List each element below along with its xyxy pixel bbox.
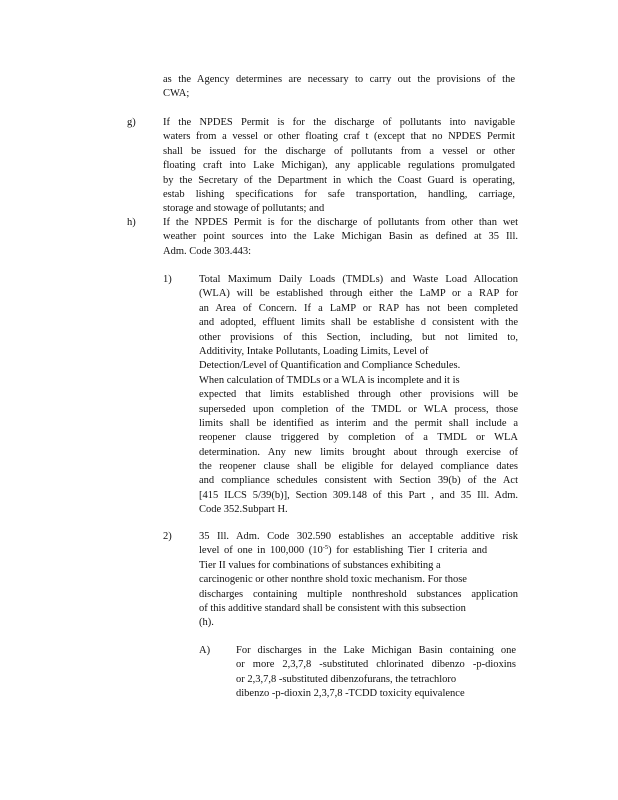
text-fragment: level of one in 100,000 (10 — [199, 545, 323, 557]
text-line: Detection/Level of Quantification and Compliance Schedules. — [199, 360, 461, 372]
text-line: expected that limits established through other provisions will be — [199, 389, 518, 401]
exponent: -5 — [322, 544, 329, 552]
item-A-paragraph — [236, 644, 516, 702]
text-line: the reopener clause shall be eligible for delayed compliance dates — [199, 461, 518, 473]
text-line: and compliance schedules consistent with Section 39(b) of the Act — [199, 475, 518, 487]
text-line: and adopted, effluent limits shall be establishe d consistent with the — [199, 317, 518, 329]
text-line: superseded upon completion of the TMDL or WLA process, those — [199, 403, 518, 415]
text-line: carcinogenic or other nonthre shold toxic mechanism. For those — [199, 574, 467, 586]
text-line: When calculation of TMDLs or a WLA is incomplete and it is — [199, 374, 460, 386]
item-1-label: 1) — [163, 274, 172, 285]
text-line: an Area of Concern. If a LaMP or RAP has not been completed — [199, 302, 518, 314]
item-g-paragraph — [163, 116, 515, 217]
text-line: estab lishing specifications for safe transportation, handling, carriage, — [163, 188, 515, 200]
text-line: (h). — [199, 617, 214, 629]
text-line: of this additive standard shall be consistent with this subsection — [199, 602, 466, 614]
text-line: [415 ILCS 5/39(b)], Section 309.148 of this Part , and 35 Ill. Adm. — [199, 489, 518, 501]
item-h-label: h) — [127, 217, 136, 228]
text-line: (WLA) will be established through either the LaMP or a RAP for — [199, 288, 518, 300]
text-line: If the NPDES Permit is for the discharge of pollutants from other than wet — [163, 217, 518, 228]
text-line: Code 352.Subpart H. — [199, 504, 288, 516]
text-line: dibenzo -p-dioxin 2,3,7,8 -TCDD toxicity equivalence — [236, 688, 465, 700]
item-g-label: g) — [127, 117, 136, 128]
text-line: limits shall be identified as interim and the permit shall include a — [199, 417, 518, 429]
text-line: Tier II values for combinations of substances exhibiting a — [199, 559, 441, 571]
item-h-paragraph — [163, 216, 518, 259]
intro-paragraph — [163, 73, 515, 102]
text-line: waters from a vessel or other floating craf t (except that no NPDES Permit — [163, 131, 515, 143]
text-line: or 2,3,7,8 -substituted dibenzofurans, the tetrachloro — [236, 673, 457, 685]
text-line: 35 Ill. Adm. Code 302.590 establishes an acceptable additive risk — [199, 531, 518, 542]
text-line: For discharges in the Lake Michigan Basin containing one — [236, 645, 516, 656]
item-2-paragraph — [199, 530, 518, 631]
text-line: floating craft into Lake Michigan), any applicable regulations promulgated — [163, 160, 515, 172]
text-fragment: ) for establishing Tier I criteria and — [328, 545, 488, 557]
text-line: other provisions of this Section, including, but not limited to, — [199, 331, 518, 343]
text-line: Adm. Code 303.443: — [163, 245, 252, 257]
text-line: CWA; — [163, 88, 190, 100]
item-A-label: A) — [199, 645, 211, 656]
item-2-label: 2) — [163, 531, 172, 542]
text-line: discharges containing multiple nonthreshold substances application — [199, 588, 518, 600]
text-line: reopener clause triggered by completion of a TMDL or WLA — [199, 432, 518, 444]
text-line: Total Maximum Daily Loads (TMDLs) and Waste Load Allocation — [199, 274, 518, 285]
text-line: as the Agency determines are necessary to carry out the provisions of the — [163, 74, 515, 85]
text-line: weather point sources into the Lake Michigan Basin as defined at 35 Ill. — [163, 231, 518, 243]
text-line: shall be issued for the discharge of pollutants from a vessel or other — [163, 145, 515, 157]
text-line: storage and stowage of pollutants; and — [163, 203, 325, 215]
text-line: determination. Any new limits brought about through exercise of — [199, 446, 518, 458]
text-line — [199, 544, 518, 558]
text-line: or more 2,3,7,8 -substituted chlorinated dibenzo -p-dioxins — [236, 659, 516, 671]
text-line: by the Secretary of the Department in which the Coast Guard is operating, — [163, 174, 515, 186]
item-1-paragraph — [199, 273, 518, 518]
text-line: If the NPDES Permit is for the discharge of pollutants into navigable — [163, 117, 515, 128]
text-line: Additivity, Intake Pollutants, Loading Limits, Level of — [199, 345, 429, 357]
